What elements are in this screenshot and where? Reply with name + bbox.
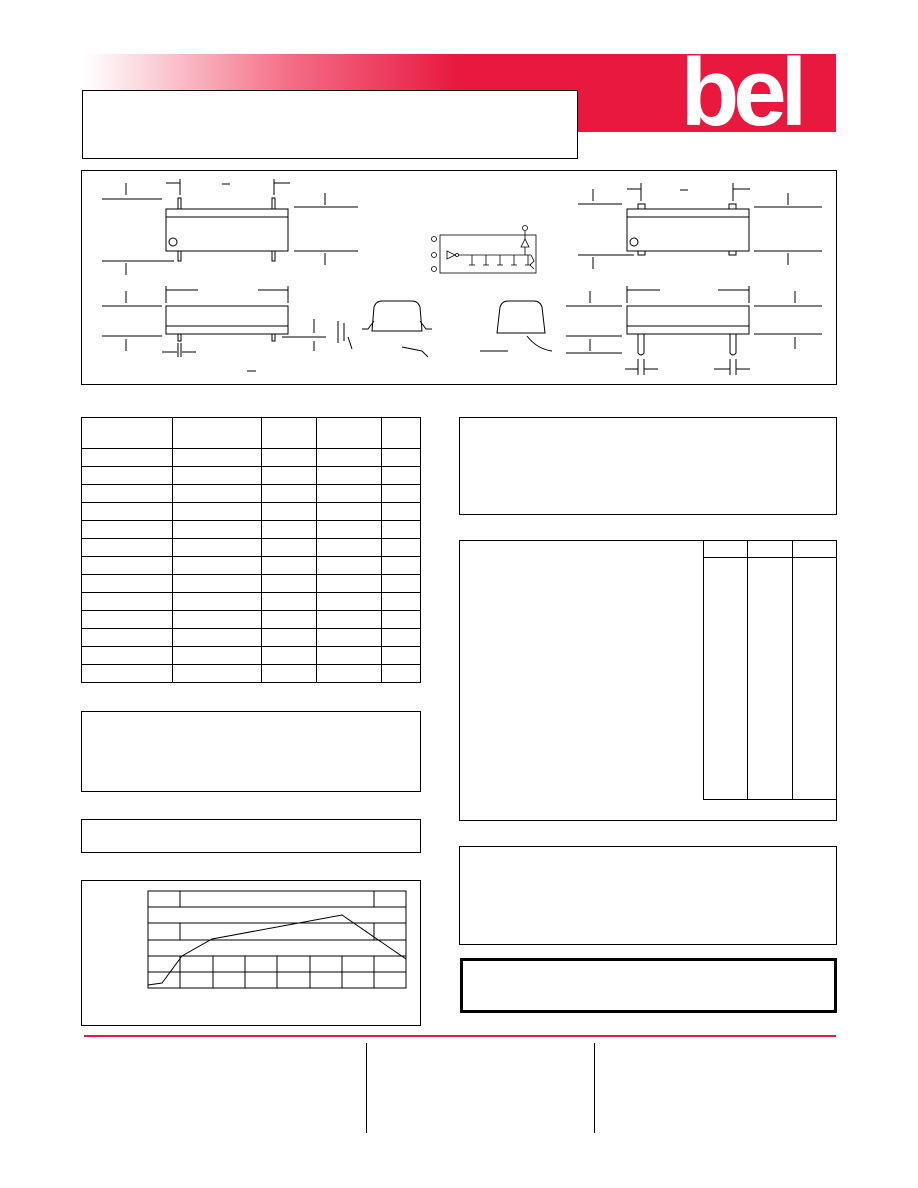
characteristics-header-line (703, 557, 837, 558)
column-divider (792, 541, 793, 800)
column-divider (747, 541, 748, 800)
specification-table (81, 417, 421, 683)
package-drawing (82, 171, 838, 386)
mechanical-drawing-panel (81, 170, 837, 385)
logo-text: bel (680, 39, 802, 146)
characteristics-table-frame (703, 541, 837, 800)
electrical-characteristics-box (459, 540, 837, 821)
notice-box (460, 958, 837, 1013)
title-box (82, 90, 578, 159)
specifications-notes-box (459, 846, 837, 945)
features-box (459, 417, 837, 515)
bel-logo (646, 39, 836, 146)
temperature-profile-graph (82, 881, 422, 1027)
graph-panel (81, 880, 421, 1026)
footer-column-divider (594, 1043, 595, 1133)
footer-column-divider (366, 1043, 367, 1133)
notes-box (81, 711, 421, 792)
note-box-small (81, 819, 421, 853)
footer-divider (84, 1035, 836, 1037)
